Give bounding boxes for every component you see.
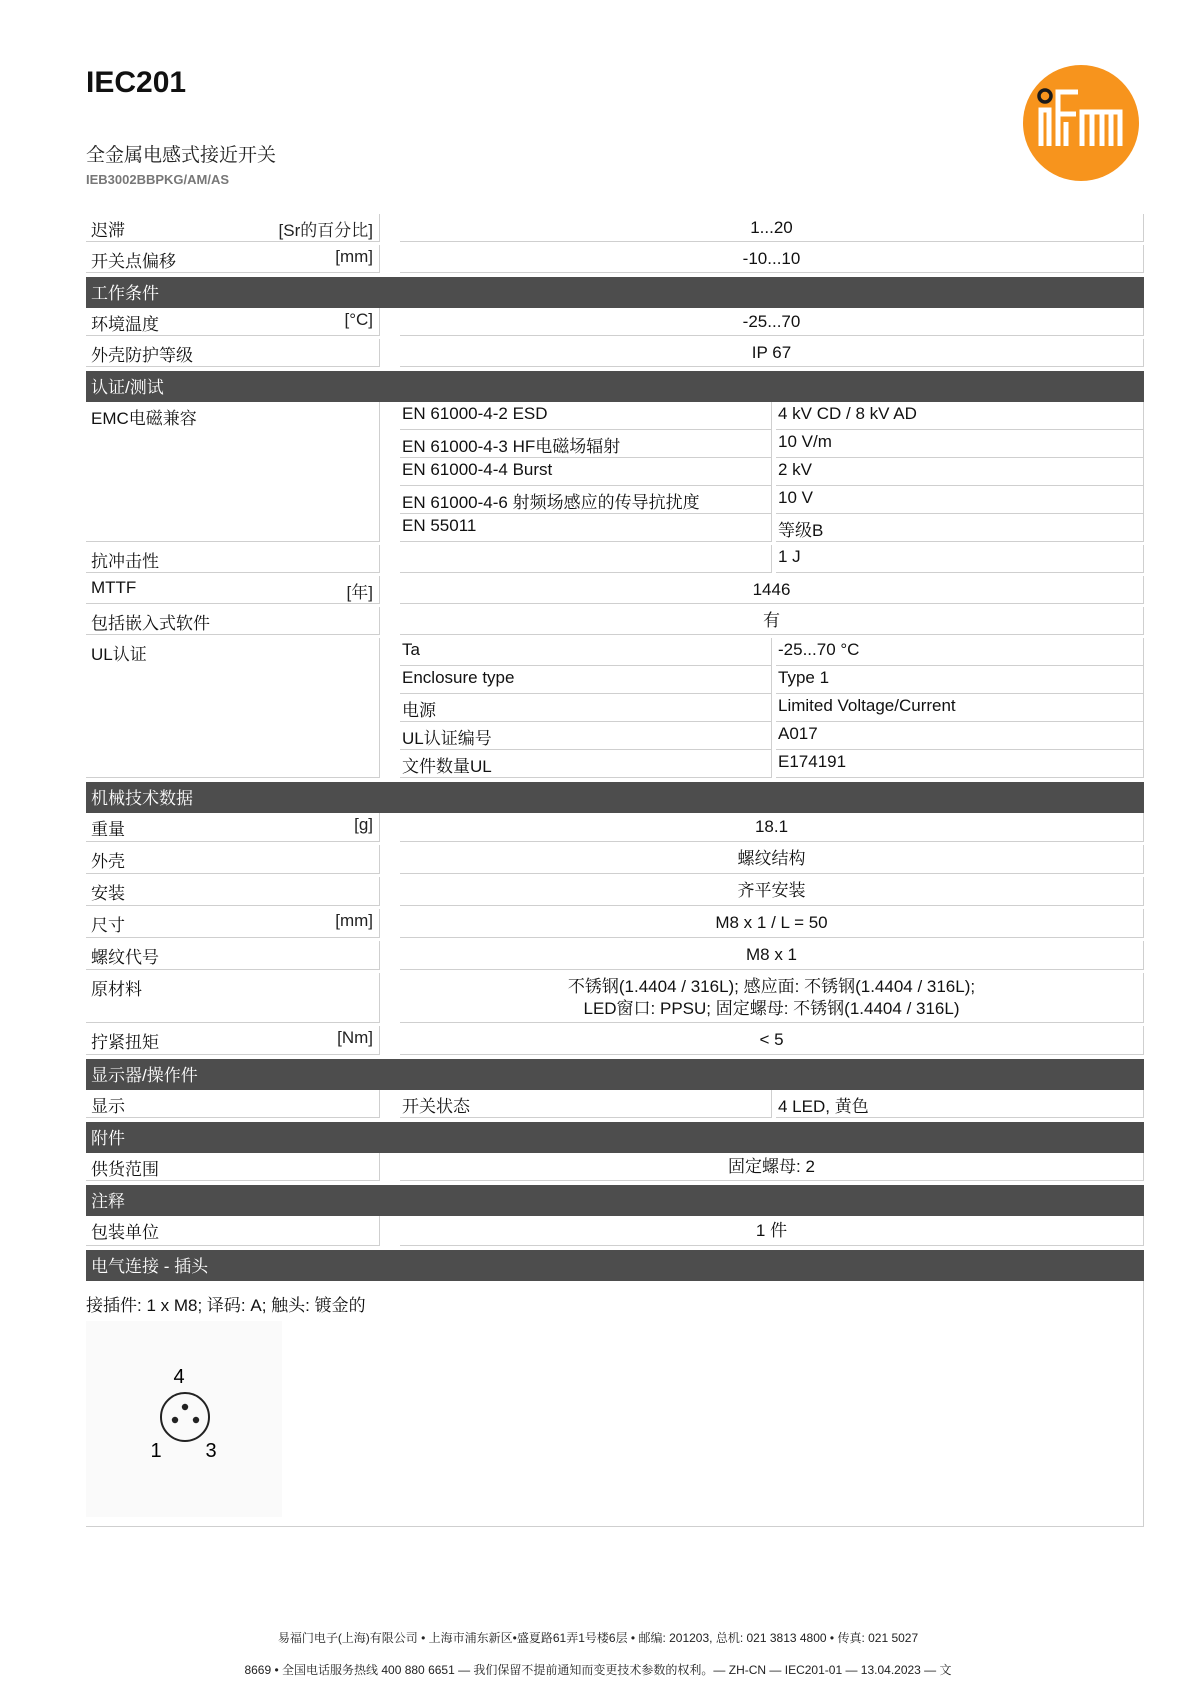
spec-label: 供货范围	[91, 1160, 159, 1179]
spec-label: 抗冲击性	[91, 552, 159, 571]
datasheet-table	[86, 214, 1144, 1527]
emc-value: 4 kV CD / 8 kV AD	[776, 402, 1144, 430]
spec-value: IP 67	[400, 339, 1144, 367]
spec-unit: [Nm]	[337, 1028, 373, 1047]
spec-label: 包括嵌入式软件	[91, 614, 210, 633]
spec-label: 外壳	[91, 852, 125, 871]
spec-unit: [°C]	[344, 310, 373, 329]
spec-label: MTTF	[91, 578, 137, 597]
emc-value: 10 V/m	[776, 430, 1144, 458]
display-key: 开关状态	[400, 1090, 772, 1118]
ul-key: 文件数量UL	[400, 750, 772, 778]
ul-value: A017	[776, 722, 1144, 750]
section-header-mechanical: 机械技术数据	[86, 782, 1144, 813]
spec-label: 显示	[91, 1097, 125, 1116]
spec-value: 1...20	[400, 214, 1144, 242]
spec-row-hysteresis	[86, 214, 1144, 242]
spec-value: 有	[400, 607, 1144, 635]
ul-value: Limited Voltage/Current	[776, 694, 1144, 722]
emc-standard: EN 61000-4-4 Burst	[400, 458, 772, 486]
emc-standard: EN 55011	[400, 514, 772, 542]
impact-value: 1 J	[776, 545, 1144, 573]
spec-row-ul	[86, 638, 1144, 778]
spec-value: -25...70	[400, 308, 1144, 336]
footer-address: 易福门电子(上海)有限公司 • 上海市浦东新区•盛夏路61弄1号楼6层 • 邮编: 201203, 总机: 021 3813 4800 • 传真: 021 5027	[277, 1631, 919, 1645]
emc-value: 2 kV	[776, 458, 1144, 486]
product-subtitle: 全金属电感式接近开关	[86, 145, 277, 166]
spec-unit: [mm]	[335, 911, 373, 930]
spec-label: 外壳防护等级	[91, 346, 193, 365]
svg-text:ifm: ifm	[1081, 174, 1083, 175]
spec-value: 固定螺母: 2	[400, 1153, 1144, 1181]
spec-row-ambient-temp	[86, 308, 1144, 336]
spec-value: -10...10	[400, 245, 1144, 273]
material-line-1: 不锈钢(1.4404 / 316L); 感应面: 不锈钢(1.4404 / 316L);	[567, 976, 976, 996]
connector-description: 接插件: 1 x M8; 译码: A; 触头: 镀金的	[86, 1296, 366, 1315]
spec-value: M8 x 1 / L = 50	[400, 909, 1144, 938]
ul-key: Ta	[400, 638, 772, 666]
spec-row-weight	[86, 813, 1144, 842]
spec-value: 1446	[400, 576, 1144, 604]
svg-text:4: 4	[173, 1366, 185, 1388]
svg-text:1: 1	[150, 1440, 162, 1462]
ul-value: -25...70 °C	[776, 638, 1144, 666]
emc-value: 10 V	[776, 486, 1144, 514]
pin-diagram	[86, 1321, 282, 1517]
spec-row-thread	[86, 941, 1144, 970]
spec-unit: [Sr的百分比]	[278, 221, 373, 240]
spec-row-emc	[86, 402, 1144, 542]
spec-row-material	[86, 973, 1144, 1023]
spec-label: 螺纹代号	[91, 948, 159, 967]
spec-unit: [g]	[354, 815, 373, 834]
spec-label: 安装	[91, 884, 125, 903]
spec-unit: [mm]	[335, 247, 373, 266]
section-header-electrical: 电气连接 - 插头	[86, 1250, 1144, 1281]
section-header-approvals: 认证/测试	[86, 371, 1144, 402]
footer-legal: 8669 • 全国电话服务热线 400 880 6651 — 我们保留不提前通知而变更技术参数的权利。— ZH-CN — IEC201-01 — 13.04.2023 — 文	[244, 1663, 952, 1677]
impact-key	[400, 545, 772, 573]
spec-row-housing	[86, 845, 1144, 874]
spec-value: < 5	[400, 1026, 1144, 1055]
spec-value: 螺纹结构	[400, 845, 1144, 874]
spec-label: 尺寸	[91, 916, 125, 935]
material-line-2: LED窗口: PPSU; 固定螺母: 不锈钢(1.4404 / 316L)	[583, 998, 960, 1018]
emc-standard: EN 61000-4-3 HF电磁场辐射	[400, 430, 772, 458]
spec-value: 齐平安装	[400, 877, 1144, 906]
section-header-display: 显示器/操作件	[86, 1059, 1144, 1090]
section-header-operating: 工作条件	[86, 277, 1144, 308]
section-header-remarks: 注释	[86, 1185, 1144, 1216]
spec-row-scope	[86, 1153, 1144, 1181]
spec-row-mttf	[86, 576, 1144, 604]
spec-row-display	[86, 1090, 1144, 1118]
display-value: 4 LED, 黄色	[776, 1090, 1144, 1118]
spec-value: M8 x 1	[400, 941, 1144, 970]
spec-label: 重量	[91, 820, 125, 839]
spec-row-packaging	[86, 1216, 1144, 1246]
ul-key: UL认证编号	[400, 722, 772, 750]
spec-row-protection	[86, 339, 1144, 367]
ul-value: Type 1	[776, 666, 1144, 694]
spec-label: 迟滞	[91, 221, 125, 240]
spec-label: 开关点偏移	[91, 252, 176, 271]
connector-panel	[86, 1281, 1144, 1527]
spec-row-dimensions	[86, 909, 1144, 938]
spec-row-mounting	[86, 877, 1144, 906]
spec-row-torque	[86, 1026, 1144, 1055]
emc-standard: EN 61000-4-6 射频场感应的传导抗扰度	[400, 486, 772, 514]
spec-label: 包装单位	[91, 1223, 159, 1242]
spec-label: 环境温度	[91, 315, 159, 334]
spec-unit: [年]	[346, 583, 373, 602]
spec-row-software	[86, 607, 1144, 635]
spec-label: 拧紧扭矩	[91, 1033, 159, 1052]
spec-row-offset	[86, 245, 1144, 273]
spec-label: EMC电磁兼容	[91, 409, 197, 428]
ul-key: Enclosure type	[400, 666, 772, 694]
spec-value: 18.1	[400, 813, 1144, 842]
ul-key: 电源	[400, 694, 772, 722]
spec-row-impact	[86, 545, 1144, 573]
ifm-logo	[1022, 64, 1140, 182]
spec-label: 原材料	[91, 980, 142, 999]
emc-standard: EN 61000-4-2 ESD	[400, 402, 772, 430]
connector-pinout-icon	[86, 1321, 282, 1517]
article-number: IEB3002BBPKG/AM/AS	[86, 172, 230, 187]
page-title: IEC201	[86, 66, 187, 99]
svg-text:3: 3	[205, 1440, 217, 1462]
section-header-accessories: 附件	[86, 1122, 1144, 1153]
spec-value: 1 件	[400, 1216, 1144, 1246]
ul-value: E174191	[776, 750, 1144, 778]
emc-value: 等级B	[776, 514, 1144, 542]
spec-label: UL认证	[91, 645, 147, 664]
